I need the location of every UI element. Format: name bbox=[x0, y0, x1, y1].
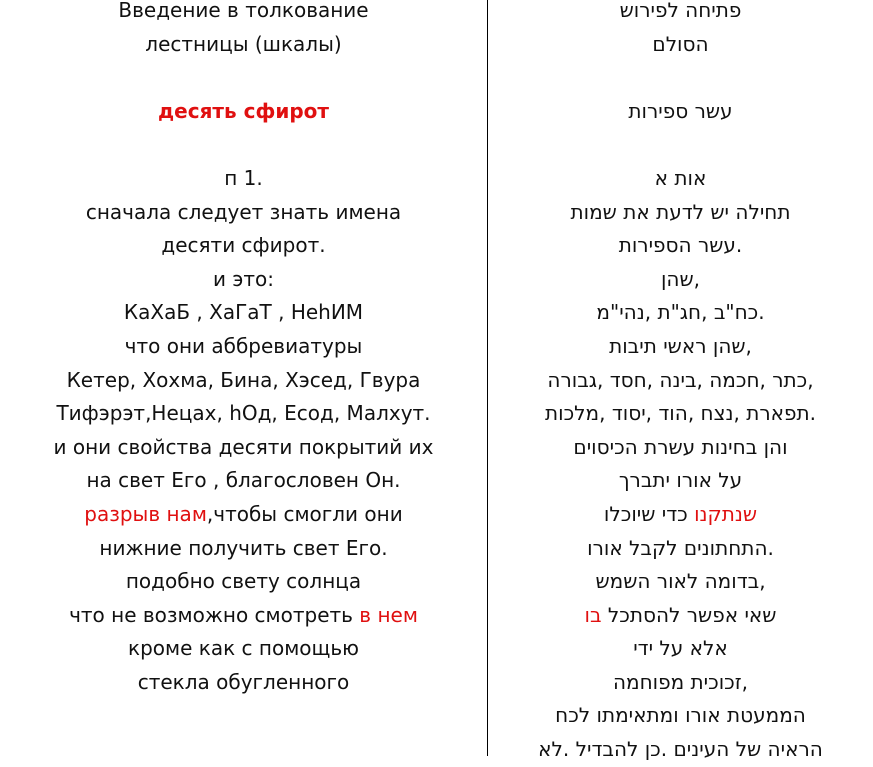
text-line-mixed bbox=[488, 498, 873, 532]
text-line: ,שהן ראשי תיבות bbox=[609, 333, 752, 358]
text-line: стекла обугленного bbox=[137, 669, 350, 694]
text-line-mixed bbox=[488, 599, 873, 633]
text-line: кроме как с помощью bbox=[128, 636, 359, 661]
text-line: Кетер, Хохма, Бина, Хэсед, Гвура bbox=[66, 367, 421, 392]
text-line: ,בדומה לאור השמש bbox=[595, 569, 766, 594]
text-line: אלא על ידי bbox=[633, 636, 728, 661]
spacer bbox=[0, 61, 487, 95]
paragraph-number: אות א bbox=[654, 165, 707, 190]
text-line: и это: bbox=[213, 266, 274, 291]
text-line: сначала следует знать имена bbox=[85, 199, 402, 224]
text-line-mixed bbox=[0, 599, 487, 633]
text-line: нижние получить свет Его. bbox=[99, 535, 388, 560]
text-line: и они свойства десяти покрытий их bbox=[53, 434, 434, 459]
section-heading: עשר ספירות bbox=[628, 98, 733, 123]
section-heading: десять сфирот bbox=[158, 98, 329, 123]
text-fragment: ,чтобы смогли они bbox=[206, 501, 403, 526]
text-fragment: что не возможно смотреть bbox=[69, 602, 360, 627]
text-line: КаХаБ , ХаГаТ , НеhИМ bbox=[123, 300, 364, 325]
text-line: ,שהן bbox=[660, 266, 701, 291]
text-line-mixed bbox=[0, 498, 487, 532]
spacer bbox=[488, 128, 873, 162]
text-fragment: שאי אפשר להסתכל bbox=[601, 602, 777, 627]
text-line: подобно свету солнца bbox=[125, 569, 362, 594]
text-line: הממעטת אורו ומתאימתו לכח bbox=[555, 703, 806, 728]
text-fragment: כדי שיוכלו bbox=[603, 501, 695, 526]
highlighted-phrase: שנתקנו bbox=[694, 501, 758, 526]
text-line: .עשר הספירות bbox=[618, 233, 743, 258]
text-line: ,כתר ,חכמה ,בינה ,חסד ,גבורה bbox=[547, 367, 814, 392]
highlighted-phrase: в нем bbox=[359, 602, 418, 627]
text-line: на свет Его , благословен Он. bbox=[86, 468, 401, 493]
text-line: .התחתונים לקבל אורו bbox=[587, 535, 774, 560]
paragraph-number: п 1. bbox=[224, 165, 263, 190]
text-line: что они аббревиатуры bbox=[124, 333, 363, 358]
hebrew-column bbox=[488, 0, 873, 762]
text-line: הראיה של העינים .כן להבדיל .לא bbox=[538, 737, 823, 762]
title-line-1: פתיחה לפירוש bbox=[619, 0, 742, 22]
text-line: ,זכוכית מפוחמה bbox=[612, 669, 749, 694]
highlighted-phrase: בו bbox=[584, 602, 602, 627]
spacer bbox=[488, 61, 873, 95]
text-line: והן בחינות עשרת הכיסוים bbox=[573, 434, 788, 459]
text-line: десяти сфирот. bbox=[161, 233, 326, 258]
text-line: .תפארת ,נצח ,הוד ,יסוד ,מלכות bbox=[545, 401, 816, 426]
text-line: Тифэрэт,Нецах, hОд, Есод, Малхут. bbox=[56, 401, 431, 426]
text-line: .כח"ב ,חג"ת ,נהי"מ bbox=[596, 300, 765, 325]
title-line-1: Введение в толкование bbox=[118, 0, 369, 22]
title-line-2: הסולם bbox=[652, 31, 709, 56]
text-line: על אורו יתברך bbox=[618, 468, 743, 493]
text-line: תחילה יש לדעת את שמות bbox=[570, 199, 791, 224]
highlighted-phrase: разрыв нам bbox=[84, 501, 207, 526]
spacer bbox=[0, 128, 487, 162]
title-line-2: лестницы (шкалы) bbox=[145, 31, 342, 56]
